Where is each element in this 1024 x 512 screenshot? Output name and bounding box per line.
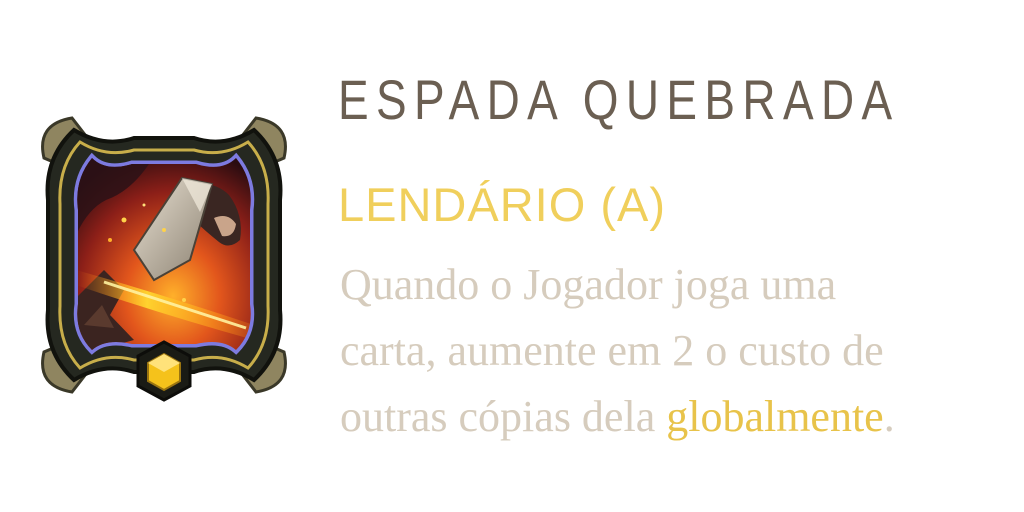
- description-line-2: carta, aumente em 2 o custo de: [340, 326, 884, 375]
- legendary-hexagon-gem-icon: [138, 342, 190, 400]
- description-line-3-suffix: .: [883, 392, 895, 441]
- rarity-label: LENDÁRIO (A): [338, 178, 666, 231]
- broken-sword-art-icon: [74, 156, 254, 356]
- power-icon-frame: [14, 100, 314, 410]
- description-line-1: Quando o Jogador joga uma: [340, 260, 837, 309]
- power-name-title: ESPADA QUEBRADA: [338, 68, 900, 131]
- description-line-3: [340, 384, 1020, 450]
- keyword-globalmente: globalmente: [666, 392, 884, 441]
- power-description: [340, 252, 1020, 450]
- description-line-3-prefix: outras cópias dela: [340, 392, 667, 441]
